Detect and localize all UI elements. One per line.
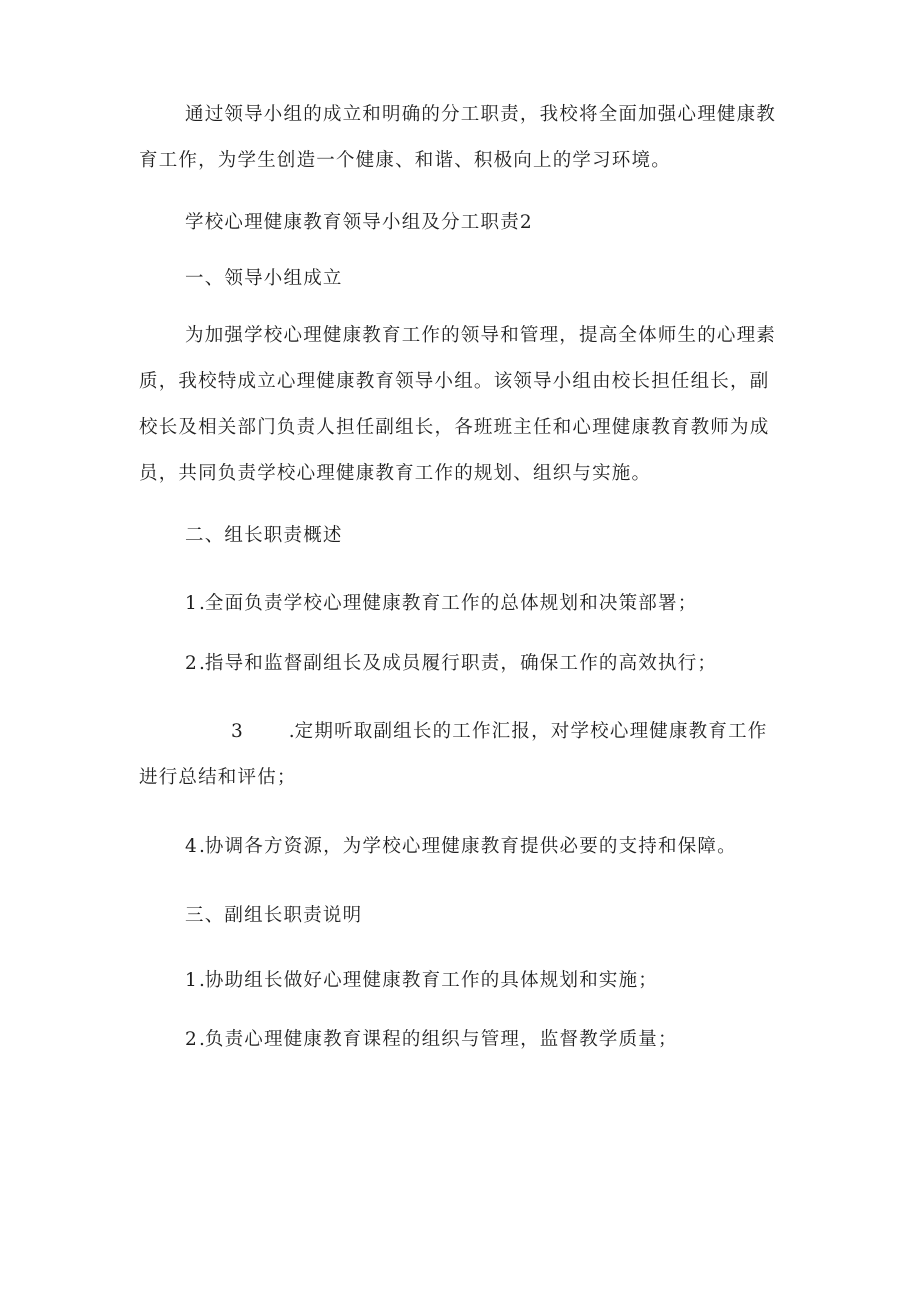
- item-separator: .: [199, 836, 205, 857]
- heading-leader-duties: 二、组长职责概述: [185, 525, 343, 546]
- item-number: 3: [231, 721, 243, 742]
- leader-duty-item: [185, 641, 717, 687]
- intro-paragraph: 通过领导小组的成立和明确的分工职责，我校将全面加强心理健康教育工作，为学生创造一个健康、和谐、积极向上的学习环境。: [139, 104, 777, 171]
- leadership-group-paragraph: 为加强学校心理健康教育工作的领导和管理，提高全体师生的心理素质，我校特成立心理健康教育领导小组。该领导小组由校长担任组长，副校长及相关部门负责人担任副组长，各班班主任和心理健康教育教师为成员，共同负责学校心理健康教育工作的规划、组织与实施。: [139, 325, 777, 484]
- item-number: 1: [185, 970, 197, 991]
- item-number: 1: [185, 593, 197, 614]
- leader-duty-item: [185, 824, 737, 870]
- item-separator: .: [199, 593, 205, 614]
- item-text: 协助组长做好心理健康教育工作的具体规划和实施；: [204, 970, 658, 991]
- item-text: 指导和监督副组长及成员履行职责，确保工作的高效执行；: [204, 653, 718, 674]
- item-separator: .: [199, 1029, 205, 1050]
- leader-duty-item: [185, 581, 697, 627]
- heading-deputy-duties: 三、副组长职责说明: [185, 905, 363, 926]
- heading-leadership-group: 一、领导小组成立: [185, 268, 343, 289]
- leader-duty-item: [139, 709, 781, 801]
- item-separator: .: [199, 970, 205, 991]
- item-text: 定期听取副组长的工作汇报，对学校心理健康教育工作进行总结和评估；: [139, 721, 768, 788]
- item-text: 负责心理健康教育课程的组织与管理，监督教学质量；: [204, 1029, 678, 1050]
- deputy-duty-item: [185, 1017, 678, 1063]
- deputy-duty-item: [185, 958, 658, 1004]
- item-text: 协调各方资源，为学校心理健康教育提供必要的支持和保障。: [204, 836, 737, 857]
- section-title: 学校心理健康教育领导小组及分工职责2: [185, 212, 533, 233]
- item-separator: .: [288, 721, 295, 742]
- item-separator: .: [199, 653, 205, 674]
- item-number: 2: [185, 653, 197, 674]
- item-number: 4: [185, 836, 197, 857]
- item-text: 全面负责学校心理健康教育工作的总体规划和决策部署；: [204, 593, 698, 614]
- item-number: 2: [185, 1029, 197, 1050]
